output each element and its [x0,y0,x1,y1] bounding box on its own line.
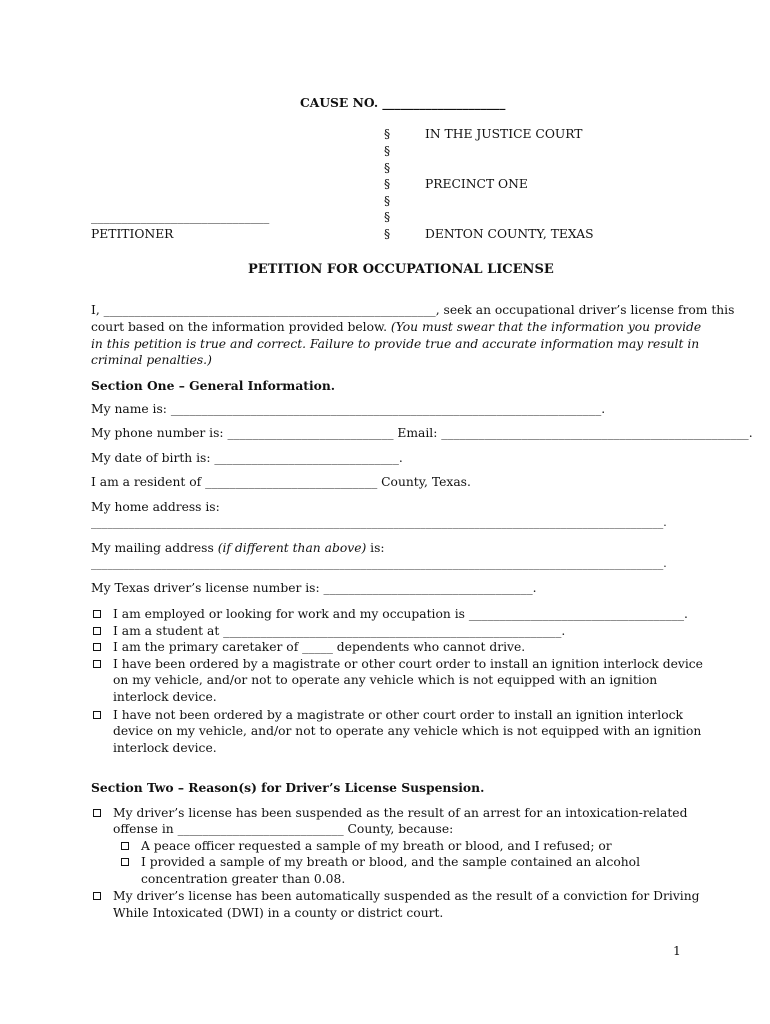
court-name: IN THE JUSTICE COURT [425,127,583,141]
intro-italic-text: (You must swear that the information you provide [390,320,702,334]
home-address-field[interactable]: __________________________________________________________________________________________________________. [91,516,667,529]
petitioner-label: PETITIONER [91,227,174,241]
checkbox[interactable] [93,809,101,817]
checkbox-label: I have not been ordered by a magistrate or other court order to install an ignition interlock [113,708,683,722]
mailing-italic-text: (if different than above) [217,541,367,555]
mailing-address-label [91,541,385,555]
section-two-heading: Section Two – Reason(s) for Driver’s License Suspension. [91,780,485,795]
mailing-address-field[interactable]: __________________________________________________________________________________________________________. [91,557,667,570]
checkbox-label: While Intoxicated (DWI) in a county or district court. [113,906,444,920]
checkbox[interactable] [93,892,101,900]
intro-line [91,319,701,336]
checkbox-label: My driver’s license has been suspended as the result of an arrest for an intoxication-related [113,806,688,820]
checkbox-label: I am the primary caretaker of _____ dependents who cannot drive. [113,640,526,654]
checkbox-label: on my vehicle, and/or not to operate any vehicle which is not equipped with an ignition [113,673,658,687]
home-address-label: My home address is: [91,500,220,514]
section-mark: § [384,144,391,158]
cause-number: CAUSE NO. ____________________ [300,95,506,110]
mailing-text: is: [366,541,385,555]
section-mark: § [384,127,391,141]
checkbox[interactable] [93,627,101,635]
sub-checkbox[interactable] [121,842,129,850]
checkbox-label: I have been ordered by a magistrate or other court order to install an ignition interlock device [113,657,703,671]
county-resident-field[interactable]: I am a resident of ____________________________ County, Texas. [91,475,471,489]
section-mark: § [384,227,391,241]
checkbox-label: device on my vehicle, and/or not to operate any vehicle which is not equipped with an ignition [113,724,702,738]
precinct: PRECINCT ONE [425,177,528,191]
license-number-field[interactable]: My Texas driver’s license number is: __________________________________. [91,581,537,595]
mailing-text: My mailing address [91,541,218,555]
sub-checkbox[interactable] [121,858,129,866]
dob-field[interactable]: My date of birth is: ______________________________. [91,451,403,465]
petitioner-line: _____________________________ [91,210,270,224]
name-field[interactable]: My name is: ______________________________________________________________________. [91,402,606,416]
section-mark: § [384,210,391,224]
checkbox[interactable] [93,711,101,719]
checkbox-label: concentration greater than 0.08. [141,872,346,886]
intro-line: in this petition is true and correct. Failure to provide true and accurate information may result in [91,337,700,351]
intro-line: criminal penalties.) [91,353,212,367]
county-label: DENTON COUNTY, TEXAS [425,227,594,241]
section-mark: § [384,194,391,208]
page-number: 1 [673,944,681,958]
phone-email-field[interactable]: My phone number is: ___________________________ Email: __________________________________________________. [91,426,753,440]
checkbox-label: I am a student at _______________________________________________________. [113,624,566,638]
section-mark: § [384,177,391,191]
checkbox-label: I provided a sample of my breath or blood, and the sample contained an alcohol [141,855,640,869]
checkbox[interactable] [93,643,101,651]
checkbox-label: interlock device. [113,690,217,704]
checkbox-label: My driver’s license has been automatically suspended as the result of a conviction for Driving [113,889,700,903]
checkbox-label: offense in ___________________________ County, because: [113,822,454,836]
checkbox-label: I am employed or looking for work and my occupation is ___________________________________. [113,607,688,621]
section-mark: § [384,161,391,175]
checkbox[interactable] [93,610,101,618]
checkbox-label: interlock device. [113,741,217,755]
checkbox[interactable] [93,660,101,668]
intro-text: court based on the information provided below. [91,320,391,334]
checkbox-label: A peace officer requested a sample of my breath or blood, and I refused; or [141,839,612,853]
page-title: PETITION FOR OCCUPATIONAL LICENSE [248,262,554,277]
section-one-heading: Section One – General Information. [91,378,336,393]
intro-line: I, ______________________________________________________, seek an occupational driver’s license from this [91,303,735,317]
